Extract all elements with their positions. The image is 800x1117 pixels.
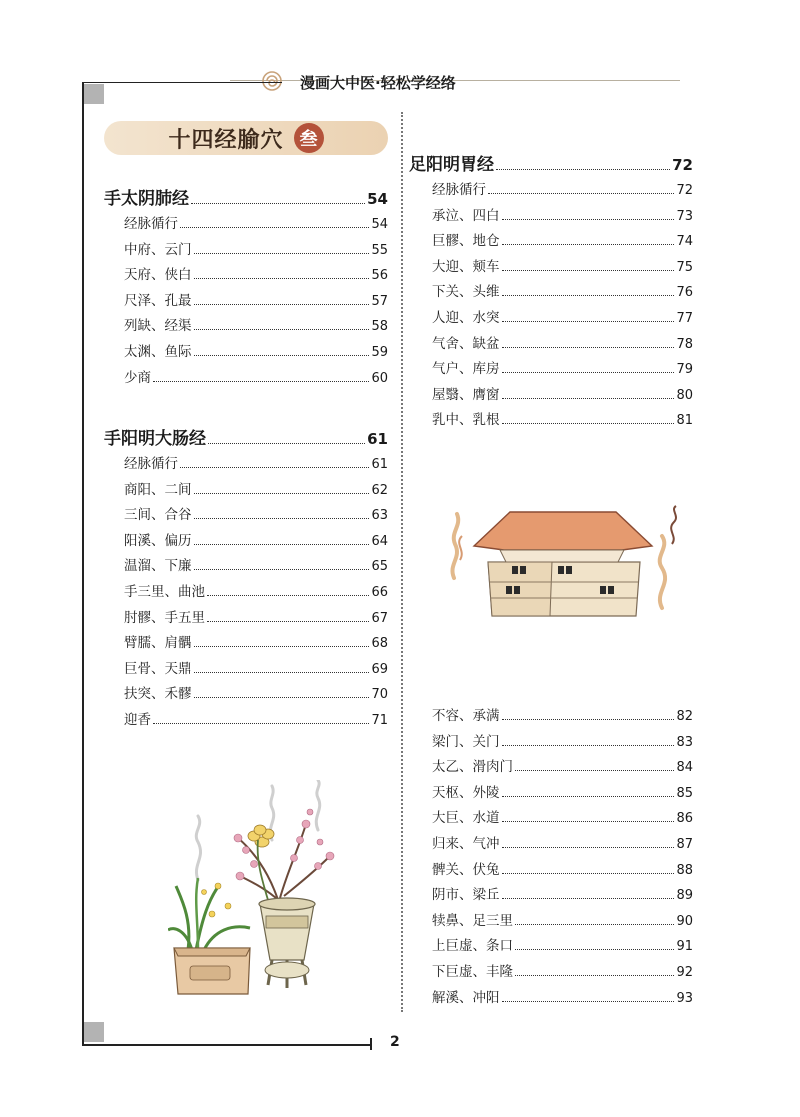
toc-entry[interactable]: 迎香 71 bbox=[124, 711, 388, 728]
toc-entry[interactable]: 臂臑、肩髃 68 bbox=[124, 635, 388, 652]
toc-entry[interactable]: 巨骨、天鼎 69 bbox=[124, 660, 388, 677]
toc-entry[interactable]: 气舍、缺盆 78 bbox=[432, 335, 693, 352]
toc-entry[interactable]: 气户、库房 79 bbox=[432, 361, 693, 378]
toc-entry[interactable]: 屋翳、膺窗 80 bbox=[432, 386, 693, 403]
toc-entry[interactable]: 巨髎、地仓 74 bbox=[432, 233, 693, 250]
toc-entry[interactable]: 上巨虚、条口 91 bbox=[432, 938, 693, 955]
toc-entry[interactable]: 犊鼻、足三里 90 bbox=[432, 912, 693, 929]
toc-entry[interactable]: 太乙、滑肉门 84 bbox=[432, 759, 693, 776]
toc-entry[interactable]: 归来、气冲 87 bbox=[432, 835, 693, 852]
toc-section-heading[interactable]: 手太阴肺经 54 bbox=[104, 189, 388, 209]
toc-entry[interactable]: 三间、合谷 63 bbox=[124, 507, 388, 524]
toc-entry[interactable]: 大迎、颊车 75 bbox=[432, 258, 693, 275]
toc-entry[interactable]: 天府、侠白 56 bbox=[124, 267, 388, 284]
frame-left-rule bbox=[82, 82, 84, 1046]
chapter-title: 十四经腧穴 bbox=[168, 126, 284, 153]
toc-entry[interactable]: 手三里、曲池 66 bbox=[124, 583, 388, 600]
toc-section-lung bbox=[104, 184, 388, 391]
toc-section-heading[interactable]: 手阳明大肠经 61 bbox=[104, 429, 388, 449]
frame-top-rule bbox=[82, 82, 282, 83]
toc-entry[interactable]: 商阳、二间 62 bbox=[124, 481, 388, 498]
plum-blossom-vase-illustration bbox=[168, 780, 358, 1005]
frame-bottom-rule bbox=[82, 1044, 372, 1046]
corner-square-top bbox=[84, 84, 104, 104]
toc-section-stomach bbox=[409, 150, 693, 434]
toc-entry[interactable]: 温溜、下廉 65 bbox=[124, 558, 388, 575]
toc-entry[interactable]: 扶突、禾髎 70 bbox=[124, 686, 388, 703]
toc-section-stomach-continued bbox=[409, 704, 693, 1011]
toc-entry[interactable]: 太渊、鱼际 59 bbox=[124, 343, 388, 360]
toc-entry[interactable]: 承泣、四白 73 bbox=[432, 207, 693, 224]
chapter-number-badge: 叁 bbox=[294, 123, 324, 153]
toc-section-heading[interactable]: 足阳明胃经 72 bbox=[409, 155, 693, 175]
corner-square-bottom bbox=[84, 1022, 104, 1042]
column-divider bbox=[401, 112, 403, 1012]
toc-entry[interactable]: 大巨、水道 86 bbox=[432, 810, 693, 827]
frame-tick bbox=[370, 1038, 372, 1050]
toc-entry[interactable]: 解溪、冲阳 93 bbox=[432, 989, 693, 1006]
toc-entry[interactable]: 阳溪、偏历 64 bbox=[124, 532, 388, 549]
toc-entry[interactable]: 下巨虚、丰隆 92 bbox=[432, 963, 693, 980]
toc-entry[interactable]: 中府、云门 55 bbox=[124, 241, 388, 258]
house-illustration bbox=[440, 500, 690, 640]
toc-entry[interactable]: 少商 60 bbox=[124, 369, 388, 386]
toc-entry[interactable]: 梁门、关门 83 bbox=[432, 733, 693, 750]
toc-entry[interactable]: 乳中、乳根 81 bbox=[432, 412, 693, 429]
swirl-ornament-icon bbox=[258, 70, 286, 92]
toc-section-large-intestine bbox=[104, 424, 388, 734]
toc-entry[interactable]: 尺泽、孔最 57 bbox=[124, 292, 388, 309]
toc-entry[interactable]: 经脉循行 72 bbox=[432, 182, 693, 198]
page-number: 2 bbox=[390, 1034, 400, 1050]
toc-entry[interactable]: 经脉循行 54 bbox=[124, 216, 388, 232]
toc-entry[interactable]: 下关、头维 76 bbox=[432, 284, 693, 301]
toc-entry[interactable]: 不容、承满 82 bbox=[432, 708, 693, 724]
toc-entry[interactable]: 经脉循行 61 bbox=[124, 456, 388, 472]
toc-entry[interactable]: 肘髎、手五里 67 bbox=[124, 609, 388, 626]
running-header-title: 漫画大中医·轻松学经络 bbox=[300, 74, 456, 92]
toc-entry[interactable]: 人迎、水突 77 bbox=[432, 309, 693, 326]
toc-entry[interactable]: 阴市、梁丘 89 bbox=[432, 887, 693, 904]
toc-entry[interactable]: 列缺、经渠 58 bbox=[124, 318, 388, 335]
chapter-banner bbox=[104, 121, 388, 155]
toc-entry[interactable]: 髀关、伏兔 88 bbox=[432, 861, 693, 878]
toc-entry[interactable]: 天枢、外陵 85 bbox=[432, 784, 693, 801]
